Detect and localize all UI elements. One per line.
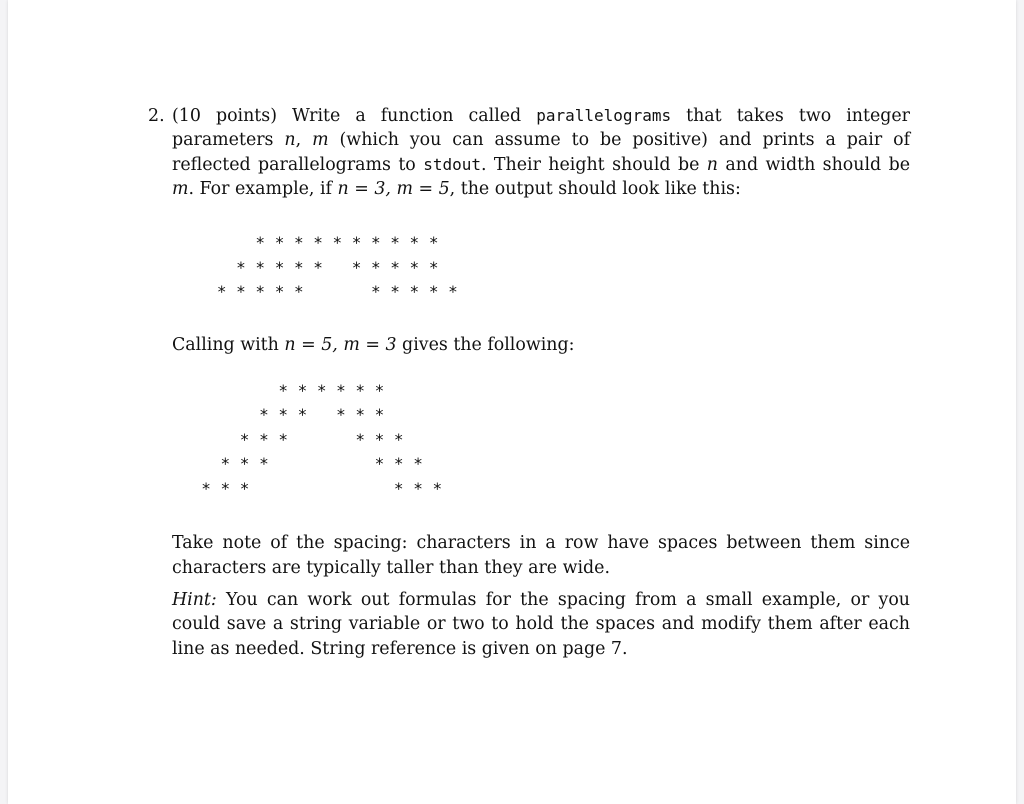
statement-text-2: that takes two integer parameters <box>172 106 910 151</box>
spacing-note: Take note of the spacing: characters in a row have spaces between them since characters are typically taller than they are wide. <box>172 533 910 578</box>
statement-text-7: , the output should look like this: <box>449 178 741 199</box>
statement-text-3: (which you can assume to be positive) and prints a pair of reflected parallelograms to <box>172 130 911 175</box>
param-m: m <box>312 130 329 151</box>
caption2-condition: n = 5, m = 3 <box>284 334 397 355</box>
caption2-suffix: gives the following: <box>396 334 575 355</box>
example-condition: n = 3, m = 5 <box>337 178 450 199</box>
hint-label: Hint: <box>172 590 217 611</box>
example2-line: * * * * * * <box>182 454 423 474</box>
problem-statement <box>172 104 910 201</box>
example1-line: * * * * * * * * * * <box>188 257 439 277</box>
example2-line: * * * * * * <box>182 478 443 498</box>
statement-text-5: and width should be <box>718 154 910 175</box>
example2-line: * * * * * * <box>182 429 404 449</box>
width-var: m <box>172 178 189 199</box>
hint-text: You can work out formulas for the spacing from a small example, or you could save a string variable or two to hold the spaces and modify them after each line as needed. String reference is given on page 7. <box>172 590 910 659</box>
caption2-prefix: Calling with <box>172 334 285 355</box>
example2-line: * * * * * * <box>182 380 385 400</box>
example1-line: * * * * * * * * * * <box>188 233 439 253</box>
hint-paragraph <box>172 588 910 661</box>
function-name: parallelograms <box>536 106 672 125</box>
example1-line: * * * * * * * * * * <box>188 282 458 302</box>
example2-line: * * * * * * <box>182 405 385 425</box>
problem-number: 2. <box>148 106 165 126</box>
statement-text-1: (10 points) Write a function called <box>172 106 537 126</box>
statement-text-4: . Their height should be <box>480 154 707 175</box>
example-output-2 <box>182 379 910 502</box>
param-n: n <box>284 130 296 151</box>
stdout-code: stdout <box>423 154 481 174</box>
param-separator: , <box>295 130 313 151</box>
second-example-caption <box>172 333 910 357</box>
problem-body <box>172 104 910 661</box>
example-output-1 <box>188 231 910 305</box>
document-page <box>8 0 1016 804</box>
statement-text-6: . For example, if <box>188 178 338 199</box>
height-var: n <box>706 154 718 175</box>
problem-2 <box>148 104 910 661</box>
